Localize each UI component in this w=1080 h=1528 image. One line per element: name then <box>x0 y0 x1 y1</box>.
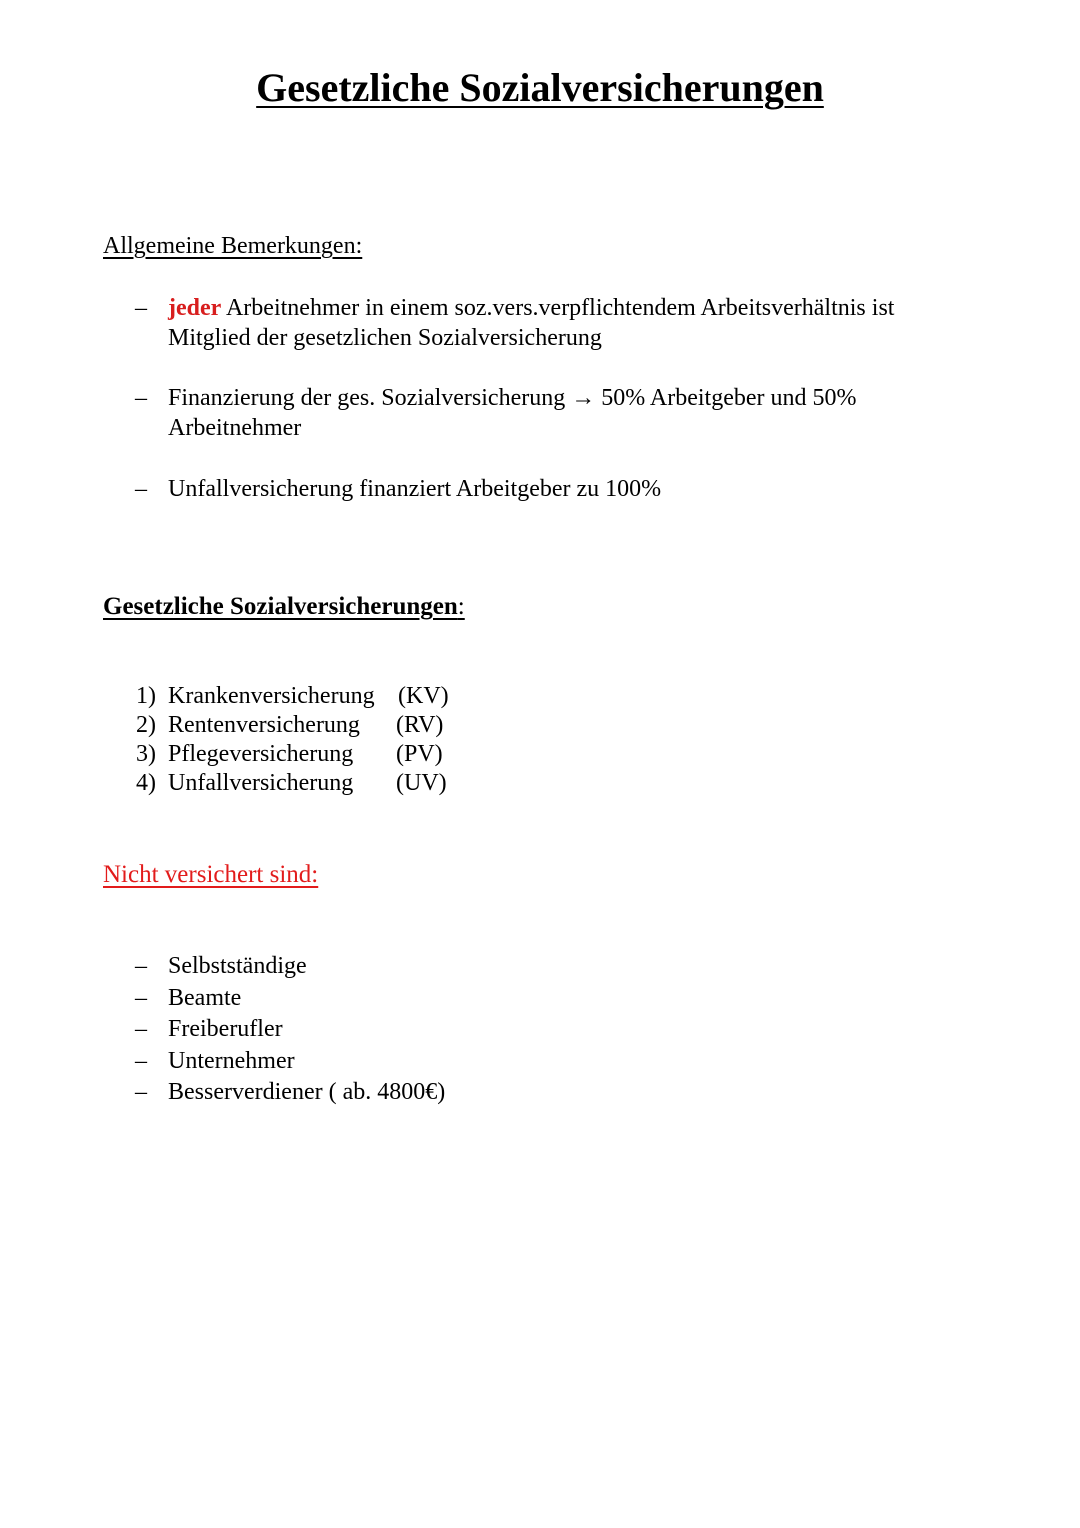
bullet-dash: – <box>135 476 147 502</box>
list-item <box>135 951 445 983</box>
item-number: 2) <box>136 712 156 738</box>
general-item-members-text: Arbeitnehmer in einem soz.vers.verpflichtendem Arbeitsverhältnis ist Mitglied der gesetzlichen Sozialversicherung <box>168 295 895 351</box>
general-item-accident-text: Unfallversicherung finanziert Arbeitgeber zu 100% <box>168 476 662 502</box>
list-item-text: Selbstständige <box>168 953 307 979</box>
list-item-text: Unternehmer <box>168 1047 295 1074</box>
insurance-abbr: (RV) <box>396 712 444 738</box>
list-item <box>135 1014 445 1046</box>
general-item-financing-text: Finanzierung der ges. Sozialversicherung → 50% Arbeitgeber und 50% Arbeitnehmer <box>168 385 857 441</box>
bullet-dash: – <box>135 953 147 979</box>
item-number: 1) <box>136 683 156 709</box>
item-number: 4) <box>136 770 156 796</box>
insurance-name: Krankenversicherung <box>168 683 375 709</box>
list-item <box>135 1046 445 1078</box>
insurance-abbr: (KV) <box>398 683 449 709</box>
list-item-text: Beamte <box>168 984 242 1011</box>
general-item-accident <box>135 474 955 504</box>
item-number: 3) <box>136 741 156 767</box>
not-insured-list <box>135 951 445 1109</box>
emphasis-jeder: jeder <box>168 295 222 321</box>
insurances-heading: Gesetzliche Sozialversicherungen: <box>103 593 465 620</box>
general-remarks-heading: Allgemeine Bemerkungen: <box>103 233 363 259</box>
bullet-dash: – <box>135 385 147 411</box>
list-item-text: Besserverdiener ( ab. 4800€) <box>168 1079 446 1106</box>
insurance-name: Pflegeversicherung <box>168 741 354 767</box>
bullet-dash: – <box>135 984 147 1011</box>
document-title: Gesetzliche Sozialversicherungen <box>256 65 824 110</box>
insurance-name: Rentenversicherung <box>168 712 360 738</box>
bullet-dash: – <box>135 1047 147 1074</box>
insurance-name: Unfallversicherung <box>168 770 354 796</box>
list-item <box>135 1077 445 1109</box>
general-item-financing <box>135 383 955 443</box>
not-insured-heading: Nicht versichert sind: <box>103 861 319 888</box>
insurance-abbr: (UV) <box>396 770 447 796</box>
general-item-members <box>135 293 955 353</box>
bullet-dash: – <box>135 295 147 321</box>
bullet-dash: – <box>135 1016 147 1043</box>
list-item <box>135 983 445 1015</box>
bullet-dash: – <box>135 1079 147 1106</box>
insurance-abbr: (PV) <box>396 741 443 767</box>
list-item-text: Freiberufler <box>168 1016 283 1043</box>
